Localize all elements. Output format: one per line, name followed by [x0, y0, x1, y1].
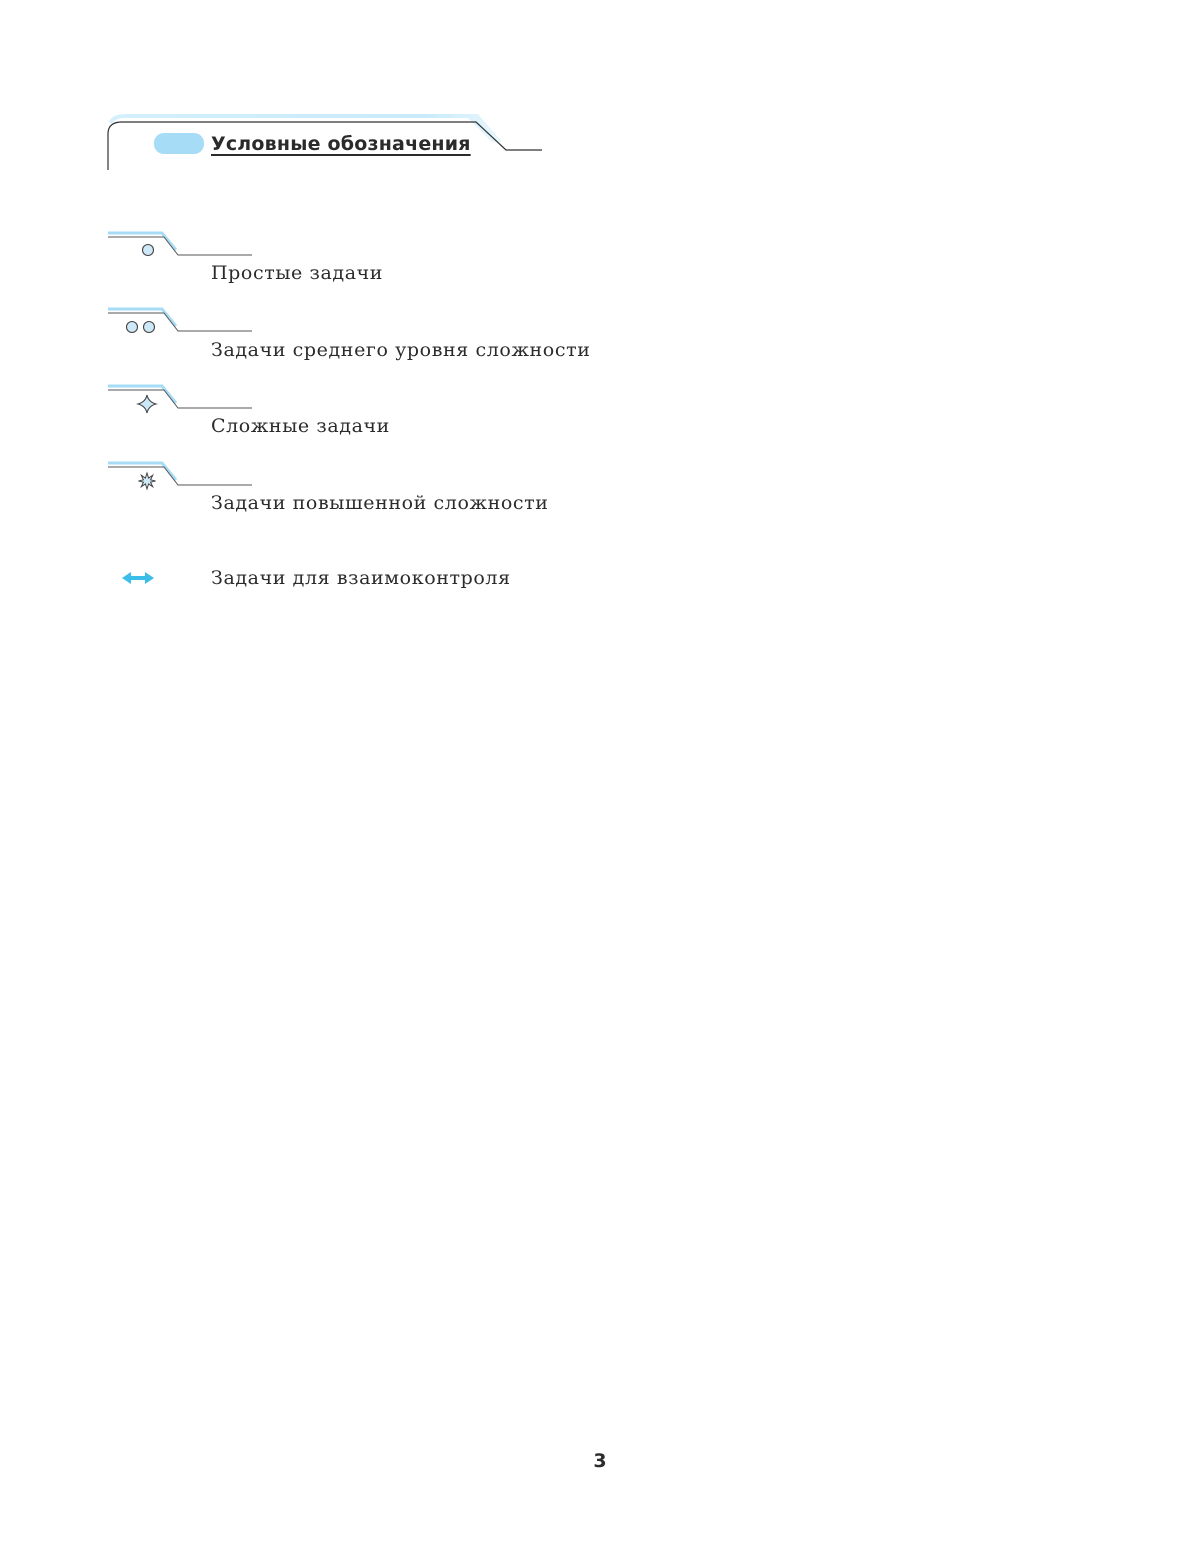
one-circle-icon [100, 230, 260, 264]
legend-label-medium: Задачи среднего уровня сложности [211, 339, 591, 361]
section-title: Условные обозначения [211, 133, 471, 155]
page-number: 3 [593, 1450, 607, 1472]
legend-label-peer-review: Задачи для взаимоконтроля [211, 567, 511, 589]
legend-label-advanced: Задачи повышенной сложности [211, 492, 549, 514]
legend-label-hard: Сложные задачи [211, 415, 390, 437]
four-point-star-icon [100, 383, 260, 417]
header-accent-pill [154, 133, 204, 154]
legend-label-simple: Простые задачи [211, 262, 384, 284]
double-arrow-icon [118, 570, 158, 586]
eight-point-star-icon [100, 460, 260, 494]
two-circles-icon [100, 306, 260, 340]
